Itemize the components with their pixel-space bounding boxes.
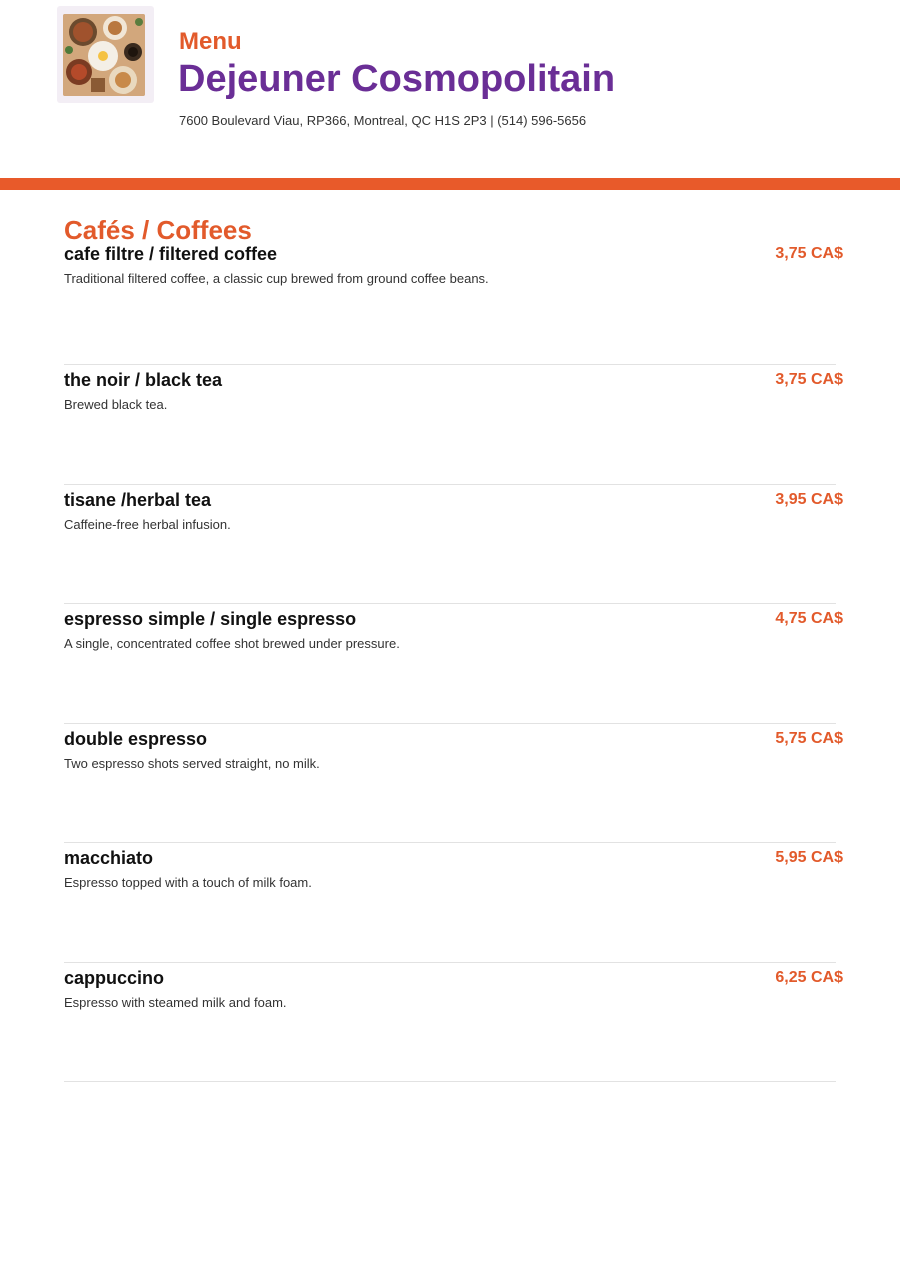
- item-price: 6,25 CA$: [775, 968, 843, 986]
- section-end-divider: [64, 1081, 836, 1082]
- item-divider: [64, 723, 836, 724]
- menu-item: [64, 484, 843, 604]
- food-photo-icon: [63, 14, 145, 96]
- menu-header: [0, 0, 900, 178]
- menu-item: [64, 842, 843, 962]
- item-divider: [64, 603, 836, 604]
- item-name: cafe filtre / filtered coffee: [64, 244, 278, 264]
- menu-item: [64, 962, 843, 1082]
- item-description: Two espresso shots served straight, no milk.: [64, 755, 320, 771]
- menu-item: [64, 723, 843, 843]
- item-description: Espresso with steamed milk and foam.: [64, 994, 287, 1010]
- item-price: 3,75 CA$: [775, 371, 843, 388]
- item-description: Traditional filtered coffee, a classic cup brewed from ground coffee beans.: [64, 271, 489, 286]
- item-name: cappuccino: [64, 967, 165, 988]
- item-description: Espresso topped with a touch of milk foam.: [64, 875, 312, 890]
- item-divider: [64, 962, 836, 963]
- item-name: espresso simple / single espresso: [64, 609, 357, 629]
- item-description: Brewed black tea.: [64, 397, 168, 412]
- item-description: Caffeine-free herbal infusion.: [64, 516, 231, 532]
- item-divider: [64, 484, 836, 485]
- menu-item: [64, 364, 843, 484]
- menu-section-coffees: [64, 214, 843, 1082]
- item-price: 4,75 CA$: [775, 610, 843, 627]
- section-title: Cafés / Coffees: [64, 215, 252, 245]
- item-price: 5,75 CA$: [775, 729, 843, 747]
- menu-label: Menu: [179, 28, 242, 55]
- logo-frame: [57, 6, 154, 103]
- item-description: A single, concentrated coffee shot brewed under pressure.: [64, 636, 400, 651]
- item-price: 5,95 CA$: [775, 849, 843, 866]
- item-price: 3,75 CA$: [775, 245, 843, 262]
- item-price: 3,95 CA$: [775, 490, 843, 508]
- item-name: tisane /herbal tea: [64, 489, 212, 510]
- restaurant-name: Dejeuner Cosmopolitain: [178, 58, 616, 100]
- accent-bar: [0, 178, 900, 190]
- menu-item: [64, 603, 843, 723]
- address-line: 7600 Boulevard Viau, RP366, Montreal, QC H1S 2P3 | (514) 596-5656: [179, 113, 587, 128]
- menu-item: [64, 244, 843, 364]
- item-name: macchiato: [64, 848, 154, 868]
- item-name: double espresso: [64, 728, 208, 749]
- item-name: the noir / black tea: [64, 370, 223, 390]
- item-divider: [64, 842, 836, 843]
- item-divider: [64, 364, 836, 365]
